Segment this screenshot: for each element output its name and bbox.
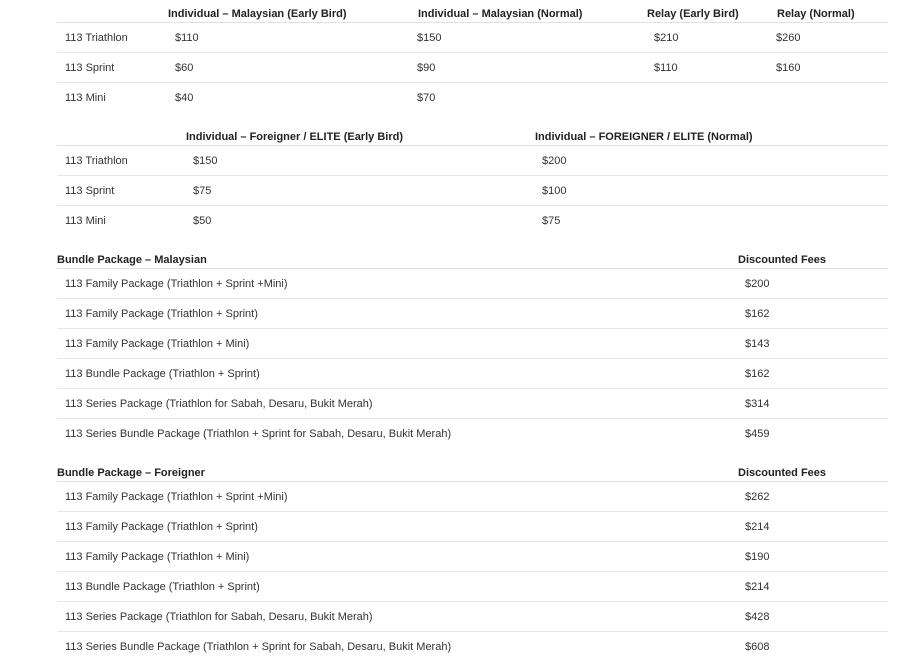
header-cell: Relay (Normal) [768,0,888,23]
event-name-cell: 113 Mini [65,91,106,104]
price-cell: $314 [738,389,888,419]
event-name-cell: 113 Sprint [57,53,160,83]
table-header-row [57,123,888,146]
table-row [57,419,888,449]
header-cell: Discounted Fees [738,246,888,269]
price-cell: $162 [738,359,888,389]
malaysian-price-table [57,0,888,112]
table-row [57,542,888,572]
price-cell: $262 [738,482,888,512]
header-cell [57,0,160,23]
price-cell: $190 [738,542,888,572]
price-cell: $60 [160,53,409,83]
price-cell: $110 [638,53,768,83]
table-row [57,53,888,83]
header-cell: Discounted Fees [738,459,888,482]
table-row [57,83,888,113]
price-cell: $143 [738,329,888,359]
table-row [57,176,888,206]
price-cell: $214 [738,572,888,602]
price-cell: $50 [193,214,212,227]
header-cell: Bundle Package – Foreigner [57,459,738,482]
table-row [57,146,888,176]
bundle-foreigner-table [57,459,888,661]
package-name-cell: 113 Family Package (Triathlon + Mini) [57,329,738,359]
price-cell: $160 [768,53,888,83]
table-header-row [57,459,888,482]
package-name-cell: 113 Series Bundle Package (Triathlon + Sprint for Sabah, Desaru, Bukit Merah) [65,640,452,653]
price-cell: $75 [178,176,527,206]
price-cell: $150 [409,23,638,53]
table-row [57,23,888,53]
price-cell [768,83,888,113]
package-name-cell: 113 Family Package (Triathlon + Sprint) [57,512,738,542]
package-name-cell: 113 Series Package (Triathlon for Sabah, Desaru, Bukit Merah) [57,602,738,632]
price-cell: $459 [745,427,770,440]
package-name-cell: 113 Family Package (Triathlon + Mini) [57,542,738,572]
price-cell: $90 [409,53,638,83]
price-cell: $110 [160,23,409,53]
price-cell: $260 [768,23,888,53]
package-name-cell: 113 Series Package (Triathlon for Sabah, Desaru, Bukit Merah) [57,389,738,419]
event-name-cell: 113 Triathlon [57,146,178,176]
price-cell: $162 [738,299,888,329]
table-row [57,299,888,329]
table-row [57,329,888,359]
table-row [57,512,888,542]
package-name-cell: 113 Bundle Package (Triathlon + Sprint) [57,359,738,389]
header-cell: Individual – Malaysian (Normal) [409,0,638,23]
table-row [57,482,888,512]
price-cell [638,83,768,113]
table-header-row [57,0,888,23]
table-row [57,572,888,602]
event-name-cell: 113 Triathlon [57,23,160,53]
header-cell: Individual – FOREIGNER / ELITE (Normal) [527,123,888,146]
event-name-cell: 113 Sprint [57,176,178,206]
price-cell: $75 [542,214,561,227]
price-cell: $210 [638,23,768,53]
table-row [57,206,888,236]
table-row [57,359,888,389]
table-header-row [57,246,888,269]
package-name-cell: 113 Family Package (Triathlon + Sprint) [57,299,738,329]
bundle-malaysian-table [57,246,888,448]
price-cell: $100 [527,176,888,206]
foreigner-price-table [57,123,888,235]
price-cell: $150 [178,146,527,176]
table-row [57,269,888,299]
price-cell: $70 [417,91,436,104]
package-name-cell: 113 Family Package (Triathlon + Sprint +Mini) [57,269,738,299]
header-cell: Bundle Package – Malaysian [57,246,738,269]
price-cell: $200 [527,146,888,176]
header-cell: Individual – Malaysian (Early Bird) [160,0,409,23]
table-row [57,389,888,419]
table-row [57,632,888,662]
table-row [57,602,888,632]
event-name-cell: 113 Mini [65,214,106,227]
price-cell: $40 [175,91,194,104]
header-cell [57,123,178,146]
price-cell: $200 [738,269,888,299]
header-cell: Relay (Early Bird) [638,0,768,23]
price-cell: $608 [745,640,770,653]
price-cell: $428 [738,602,888,632]
header-cell: Individual – Foreigner / ELITE (Early Bird) [178,123,527,146]
package-name-cell: 113 Bundle Package (Triathlon + Sprint) [57,572,738,602]
package-name-cell: 113 Series Bundle Package (Triathlon + Sprint for Sabah, Desaru, Bukit Merah) [65,427,452,440]
package-name-cell: 113 Family Package (Triathlon + Sprint +Mini) [57,482,738,512]
price-cell: $214 [738,512,888,542]
